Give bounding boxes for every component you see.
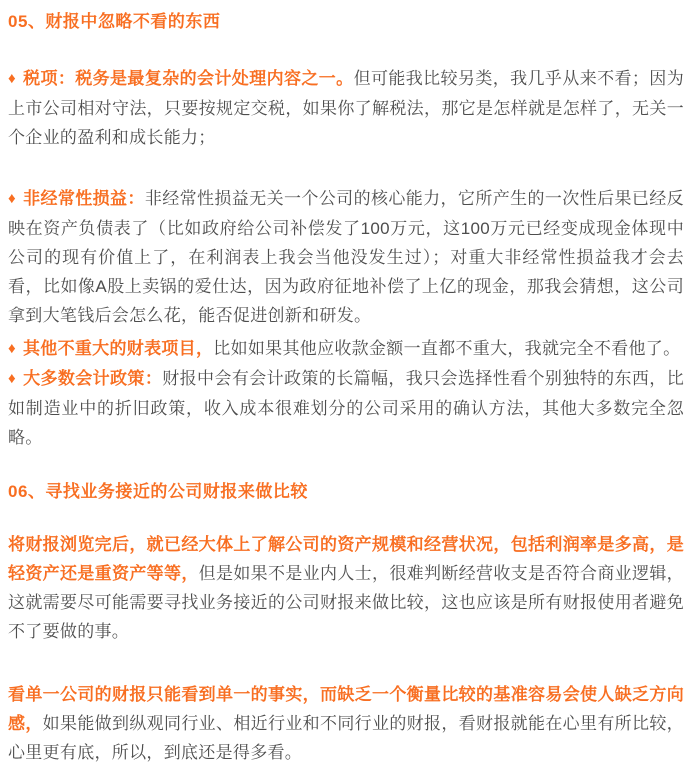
section-heading-05: 05、财报中忽略不看的东西 (8, 12, 221, 31)
paragraph-highlight: 看单一公司的财报只能看到单一的事实，而缺乏一个衡量比较的基准容易会使人缺乏方向感， (8, 685, 684, 733)
paragraph-text: 比如如果其他应收款金额一直都不重大，我就完全不看他了。 (213, 339, 681, 358)
paragraph-highlight: 大多数会计政策： (22, 369, 163, 388)
bullet-paragraph-tax (8, 64, 684, 152)
diamond-bullet-icon: ♦ (8, 340, 16, 357)
section-05-things-ignored (8, 10, 684, 452)
paragraph-single-company (8, 680, 684, 767)
paragraph-highlight: 其他不重大的财表项目， (22, 339, 214, 358)
bullet-paragraph-minor-items (8, 334, 684, 364)
section-heading-06: 06、寻找业务接近的公司财报来做比较 (8, 482, 308, 501)
paragraph-text: 但是如果不是业内人士，很难判断经营收支是否符合商业逻辑，这就需要尽可能需要寻找业务接近的公司财报来做比较，这也应该是所有财报使用者避免不了要做的事。 (8, 564, 684, 641)
paragraph-text: 非经常性损益无关一个公司的核心能力，它所产生的一次性后果已经反映在资产负债表了（比如政府给公司补偿发了100万元，这100万元已经变成现金体现中公司的现有价值上了，在利润表上我会当他没发生过）；对重大非经常性损益我才会去看，比如像A股上卖锅的爱仕达，因为政府征地补偿了上亿的现金，那我会猜想，这公司拿到大笔钱后会怎么花，能否促进创新和研发。 (8, 189, 684, 325)
section-06-compare-reports (8, 480, 684, 767)
paragraph-highlight: 税项：税务是最复杂的会计处理内容之一。 (22, 69, 354, 88)
diamond-bullet-icon: ♦ (8, 70, 16, 87)
paragraph-text: 但可能我比较另类，我几乎从来不看；因为上市公司相对守法，只要按规定交税，如果你了解税法，那它是怎样就是怎样了，无关一个企业的盈利和成长能力； (8, 69, 684, 147)
paragraph-text: 财报中会有会计政策的长篇幅，我只会选择性看个别独特的东西，比如制造业中的折旧政策，收入成本很难划分的公司采用的确认方法，其他大多数完全忽略。 (8, 369, 684, 447)
paragraph-highlight: 将财报浏览完后，就已经大体上了解公司的资产规模和经营状况，包括利润率是多高，是轻资产还是重资产等等， (8, 535, 684, 583)
paragraph-text: 如果能做到纵观同行业、相近行业和不同行业的财报，看财报就能在心里有所比较，心里更有底，所以，到底还是得多看。 (8, 714, 684, 762)
diamond-bullet-icon: ♦ (8, 190, 16, 207)
diamond-bullet-icon: ♦ (8, 370, 16, 387)
paragraph-highlight: 非经常性损益： (22, 189, 145, 208)
bullet-paragraph-accounting-policy (8, 364, 684, 452)
paragraph-browse-summary (8, 530, 684, 646)
bullet-paragraph-nonrecurring (8, 184, 684, 330)
